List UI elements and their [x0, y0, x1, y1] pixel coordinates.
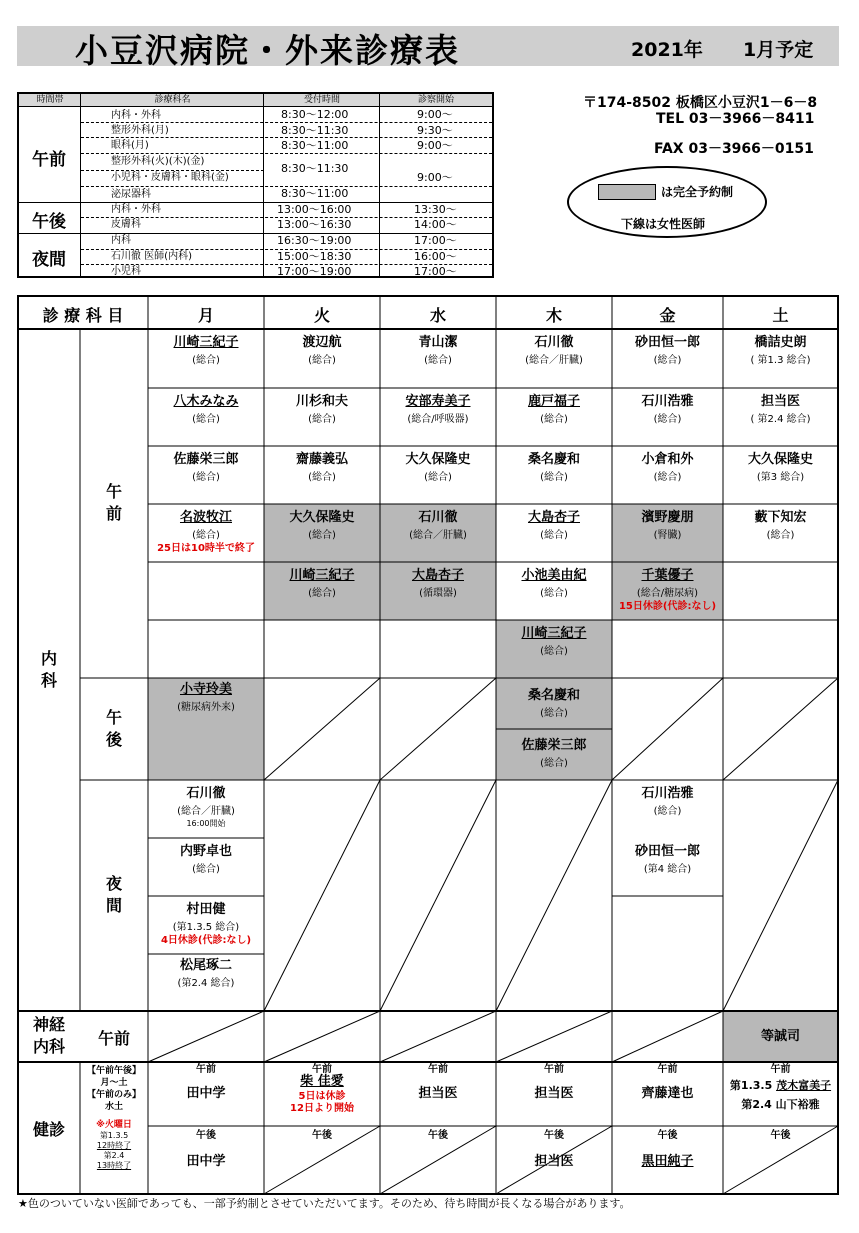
checkup-doctor-am: 担当医	[418, 1086, 458, 1101]
doctor-name: 藪下知宏	[754, 510, 807, 525]
doctor-specialty: (糖尿病外来)	[177, 702, 235, 713]
checkup-doctor-am: 柴 佳愛	[300, 1074, 344, 1089]
doctor-cell-am	[723, 510, 838, 543]
page-title: 小豆沢病院・外来診療表	[75, 31, 460, 70]
checkup-pm-label: 午後	[657, 1130, 678, 1141]
checkup-doctor-am: 齊藤達也	[641, 1086, 694, 1101]
doctor-cell-pm	[496, 688, 612, 721]
doctor-specialty: (総合)	[653, 806, 682, 817]
absence-note: 4日休診(代診:なし)	[160, 935, 252, 946]
doctor-specialty: (総合／肝臓)	[525, 355, 583, 366]
diagonal	[612, 1011, 723, 1062]
hours-header-period: 時間帯	[19, 94, 81, 107]
hours-reception: 15:00～18:30	[277, 250, 352, 263]
doctor-specialty: (総合)	[540, 530, 568, 541]
doctor-cell-am	[612, 394, 723, 427]
hours-start: 9:00～	[417, 139, 453, 152]
checkup-pm-label: 午後	[428, 1130, 448, 1141]
doctor-cell-pm	[496, 738, 612, 771]
doctor-specialty: (第2.4 総合)	[177, 978, 235, 989]
doctor-name: 八木みなみ	[173, 394, 239, 409]
session-pm-label: 午 後	[105, 708, 122, 749]
doctor-name: 安部寿美子	[405, 394, 471, 409]
doctor-cell-am	[148, 335, 264, 368]
checkup-pm-label: 午後	[196, 1130, 216, 1141]
doctor-name: 佐藤栄三郎	[521, 738, 587, 753]
checkup-doctor-pm: 担当医	[534, 1154, 574, 1169]
doctor-name: 川崎三紀子	[521, 626, 587, 641]
doctor-cell-am	[380, 394, 496, 427]
doctor-cell-am	[496, 335, 612, 368]
doctor-cell-am	[723, 452, 838, 485]
doctor-name: 鹿戸福子	[527, 394, 580, 409]
checkup-am-label: 午前	[428, 1064, 448, 1075]
hours-reception: 13:00～16:30	[277, 218, 352, 231]
checkup-doctor-am	[723, 1079, 838, 1093]
hours-dept: 小児科・皮膚科・眼科(金)	[111, 172, 229, 183]
hours-start: 13:30～	[414, 203, 457, 216]
checkup-pm-label: 午後	[770, 1130, 791, 1141]
doctor-name: 松尾琢二	[179, 958, 232, 973]
month-plan-label: 1月予定	[743, 39, 814, 61]
doctor-name: 川崎三紀子	[289, 568, 355, 583]
doctor-specialty: (総合)	[192, 414, 220, 425]
checkup-doctor-pm: 黒田純子	[641, 1154, 694, 1169]
doctor-specialty: ( 第2.4 総合)	[750, 414, 811, 425]
hours-header-reception: 受付時間	[264, 94, 380, 107]
doctor-cell-am	[496, 568, 612, 601]
doctor-specialty: (総合/呼吸器)	[407, 414, 469, 425]
diagonal	[380, 678, 496, 780]
checkup-doctor-am: 田中学	[186, 1086, 226, 1101]
note-line: 第2.4	[103, 1151, 125, 1160]
doctor-name: 砂田恒一郎	[634, 844, 700, 859]
doctor-cell-pm	[148, 682, 264, 715]
hours-dept: 内科・外科	[111, 204, 161, 215]
doctor-name: 砂田恒一郎	[634, 335, 700, 350]
doctor-cell-am	[612, 510, 723, 543]
doctor-name: 青山潔	[418, 335, 458, 350]
doctor-specialty: (総合／肝臓)	[409, 530, 467, 541]
doctor-name: 名波牧江	[179, 510, 232, 525]
doctor-specialty: (総合)	[540, 588, 568, 599]
dept-checkup-label: 健診	[32, 1120, 65, 1139]
diagonal	[380, 780, 496, 1011]
doctor-specialty: (総合／肝臓)	[177, 806, 235, 817]
neuro-session-label: 午前	[97, 1029, 130, 1048]
doctor-specialty: (総合)	[540, 646, 568, 657]
absence-note: 25日は10時半で終了	[157, 543, 255, 554]
doctor-specialty: (総合)	[308, 588, 336, 599]
doctor-name: 千葉優子	[641, 568, 694, 583]
doctor-cell-am	[496, 510, 612, 543]
hours-start: 14:00～	[414, 218, 457, 231]
hours-reception: 8:30～11:30	[281, 162, 349, 175]
diagonal	[264, 780, 380, 1011]
dept-internal-label: 内 科	[40, 649, 57, 690]
doctor-name: 桑名慶和	[527, 452, 580, 467]
diagonal	[612, 678, 723, 780]
doctor-cell-night	[612, 844, 723, 877]
doctor-name: 橋詰史朗	[754, 335, 807, 350]
doctor-specialty: (総合)	[540, 708, 568, 719]
doctor-name: 小寺玲美	[179, 682, 232, 697]
doctor-specialty: (総合)	[653, 472, 682, 483]
footer-note: ★色のついていない医師であっても、一部予約制とさせていただいてます。そのため、待ち時間が長くなる場合があります。	[18, 1197, 631, 1210]
doctor-specialty: (総合)	[308, 355, 336, 366]
doctor-name: 桑名慶和	[527, 688, 580, 703]
doctor-cell-night	[148, 844, 264, 877]
doctor-name: 内野卓也	[179, 844, 232, 859]
day-header: 土	[772, 306, 789, 325]
diagonal	[264, 678, 380, 780]
hours-start: 17:00～	[414, 234, 457, 247]
checkup-pm-label: 午後	[544, 1130, 564, 1141]
week-label: 第1.3.5	[729, 1079, 777, 1092]
hours-reception: 16:30～19:00	[277, 234, 352, 247]
hours-dept: 皮膚科	[111, 219, 141, 230]
address-text: 〒174-8502 板橋区小豆沢1－6－8	[583, 95, 818, 111]
doctor-cell-am	[723, 394, 838, 427]
diagonal	[380, 1011, 496, 1062]
checkup-hours-note	[80, 1065, 148, 1171]
doctor-specialty: (総合)	[766, 530, 795, 541]
hours-header-dept: 診療科名	[81, 94, 264, 107]
header-label: 診 療 科 目	[42, 306, 124, 325]
doctor-specialty: (総合)	[192, 530, 220, 541]
doctor-name: 村田健	[186, 902, 226, 917]
doctor-specialty: (総合)	[192, 864, 220, 875]
doctor-name: 石川徹	[534, 335, 574, 350]
doctor-specialty: (第1.3.5 総合)	[172, 922, 240, 933]
doctor-specialty: (第3 総合)	[756, 472, 805, 483]
doctor-cell-am	[612, 568, 723, 613]
checkup-am-label: 午前	[770, 1064, 791, 1075]
hours-reception: 8:30～11:00	[281, 139, 349, 152]
checkup-am-label: 午前	[196, 1064, 216, 1075]
note-line: 【午前のみ】	[86, 1090, 141, 1100]
diagonal	[264, 1011, 380, 1062]
hours-dept: 内科・外科	[111, 110, 161, 121]
hours-start: 9:00～	[417, 171, 453, 184]
checkup-am-label: 午前	[544, 1064, 564, 1075]
note-line: 12時終了	[96, 1141, 132, 1150]
doctor-name: 石川徹	[418, 510, 458, 525]
period-night: 夜間	[32, 250, 66, 270]
start-time-note: 16:00開始	[186, 819, 226, 828]
day-header: 水	[429, 306, 446, 325]
hours-reception: 17:00～19:00	[277, 265, 352, 278]
doctor-cell-am	[380, 568, 496, 601]
note-line: 【午前午後】	[86, 1066, 141, 1076]
hours-reception: 8:30～11:00	[281, 187, 349, 200]
doctor-cell-am	[496, 394, 612, 427]
doctor-cell-am	[723, 335, 838, 368]
doctor-name: 小倉和外	[641, 452, 694, 467]
hours-reception: 8:30～12:00	[281, 108, 349, 121]
diagonal	[723, 780, 838, 1011]
day-header: 月	[197, 306, 214, 325]
fax-text: FAX 03－3966－0151	[654, 141, 814, 157]
doctor-name: 石川徹	[186, 786, 226, 801]
doctor-name: 大島杏子	[527, 510, 580, 525]
session-night-label: 夜 間	[105, 874, 122, 915]
hours-dept: 内科	[111, 235, 131, 246]
doctor-cell-am	[612, 335, 723, 368]
doctor-specialty: (総合)	[308, 530, 336, 541]
doctor-cell-am	[380, 452, 496, 485]
hours-dept: 泌尿器科	[111, 189, 151, 200]
doctor-cell-am	[264, 335, 380, 368]
doctor-cell-am	[264, 452, 380, 485]
hours-start: 16:00～	[414, 250, 457, 263]
hours-dept: 小児科	[111, 266, 141, 277]
doctor-specialty: (総合)	[424, 355, 452, 366]
doctor-specialty: (総合)	[653, 355, 682, 366]
doctor-cell-am	[148, 510, 264, 555]
day-header: 木	[545, 306, 562, 325]
hours-reception: 8:30～11:30	[281, 124, 349, 137]
doctor-cell-night	[148, 786, 264, 829]
doctor-cell-night	[148, 902, 264, 947]
hours-start: 9:00～	[417, 108, 453, 121]
doctor-name: 川杉和夫	[295, 394, 348, 409]
doctor-specialty: (循環器)	[419, 588, 457, 599]
checkup-doctor-am: 第2.4 山下裕雅	[741, 1098, 820, 1111]
doctor-name: 石川浩雅	[641, 394, 694, 409]
hours-dept: 整形外科(火)(木)(金)	[111, 156, 205, 167]
doctor-specialty: (総合)	[192, 472, 220, 483]
doctor-cell-am	[148, 394, 264, 427]
doctor-specialty: (第4 総合)	[643, 864, 692, 875]
hours-reception: 13:00～16:00	[277, 203, 352, 216]
doctor-cell-night	[148, 958, 264, 991]
checkup-doctor-pm: 田中学	[186, 1154, 226, 1169]
diagonal	[496, 1011, 612, 1062]
diagonal	[723, 678, 838, 780]
doctor-name: 大島杏子	[411, 568, 464, 583]
doctor-specialty: (総合)	[308, 414, 336, 425]
doctor-specialty: (総合)	[653, 414, 682, 425]
doctor-cell-am	[612, 452, 723, 485]
note-line: 第1.3.5	[99, 1131, 129, 1140]
doctor-name: 大久保隆史	[747, 452, 813, 467]
doctor-name: 川崎三紀子	[173, 335, 239, 350]
doctor-specialty: (総合)	[424, 472, 452, 483]
doctor-cell-am	[380, 510, 496, 543]
doctor-cell-am	[380, 335, 496, 368]
doctor-cell-am	[264, 568, 380, 601]
doctor-cell-am	[264, 394, 380, 427]
doctor-specialty: (腎臓)	[653, 530, 682, 541]
period-am: 午前	[32, 150, 66, 170]
checkup-note: 12日より開始	[290, 1103, 354, 1114]
note-line: 13時終了	[96, 1161, 132, 1170]
doctor-specialty: (総合)	[540, 758, 568, 769]
year-label: 2021年	[631, 39, 703, 61]
day-header: 金	[659, 306, 676, 325]
hours-header-start: 診察開始	[380, 94, 492, 107]
hours-dept: 整形外科(月)	[111, 125, 169, 136]
doctor-name: 佐藤栄三郎	[173, 452, 239, 467]
doctor-name: 渡辺航	[302, 335, 342, 350]
doctor-name: 小池美由紀	[521, 568, 587, 583]
checkup-pm-label: 午後	[312, 1130, 332, 1141]
doctor-cell-night	[612, 786, 723, 819]
doctor-specialty: ( 第1.3 総合)	[750, 355, 811, 366]
doctor-specialty: (総合)	[540, 472, 568, 483]
doctor-cell-am	[264, 510, 380, 543]
diagonal	[496, 780, 612, 1011]
doctor-name: 茂木富美子	[776, 1079, 832, 1092]
doctor-specialty: (総合/糖尿病)	[636, 588, 699, 599]
diagonal	[148, 1011, 264, 1062]
doctor-name: 大久保隆史	[289, 510, 355, 525]
doctor-name: 等誠司	[760, 1029, 800, 1044]
absence-note: 15日休診(代診:なし)	[618, 601, 717, 612]
hours-start: 17:00～	[414, 265, 457, 278]
doctor-cell-am	[496, 452, 612, 485]
period-pm: 午後	[32, 212, 66, 232]
tuesday-note: ※火曜日	[96, 1120, 132, 1130]
session-am-label: 午 前	[105, 482, 122, 523]
doctor-specialty: (総合)	[192, 355, 220, 366]
legend-reserved: は完全予約制	[661, 185, 734, 199]
doctor-name: 濱野慶朋	[641, 510, 694, 525]
hours-start: 9:30～	[417, 124, 453, 137]
doctor-name: 石川浩雅	[641, 786, 694, 801]
tel-text: TEL 03－3966－8411	[656, 111, 815, 127]
doctor-cell-am	[496, 626, 612, 659]
legend-female: 下線は女性医師	[621, 217, 706, 231]
dept-neuro-label: 神経 内科	[32, 1015, 65, 1056]
doctor-name: 齋藤義弘	[295, 452, 348, 467]
checkup-doctor-am: 担当医	[534, 1086, 574, 1101]
note-line: 水土	[104, 1102, 123, 1112]
doctor-cell-am	[148, 452, 264, 485]
checkup-note: 5日は休診	[298, 1091, 346, 1102]
doctor-name: 担当医	[760, 394, 800, 409]
doctor-name: 大久保隆史	[405, 452, 471, 467]
note-line: 月～土	[100, 1078, 128, 1088]
day-header: 火	[313, 306, 330, 325]
doctor-specialty: (総合)	[540, 414, 568, 425]
doctor-specialty: (総合)	[308, 472, 336, 483]
checkup-am-label: 午前	[312, 1064, 332, 1075]
checkup-am-label: 午前	[657, 1064, 678, 1075]
hours-dept: 眼科(月)	[111, 140, 149, 151]
hours-dept: 石川徹 医師(内科)	[111, 251, 192, 262]
